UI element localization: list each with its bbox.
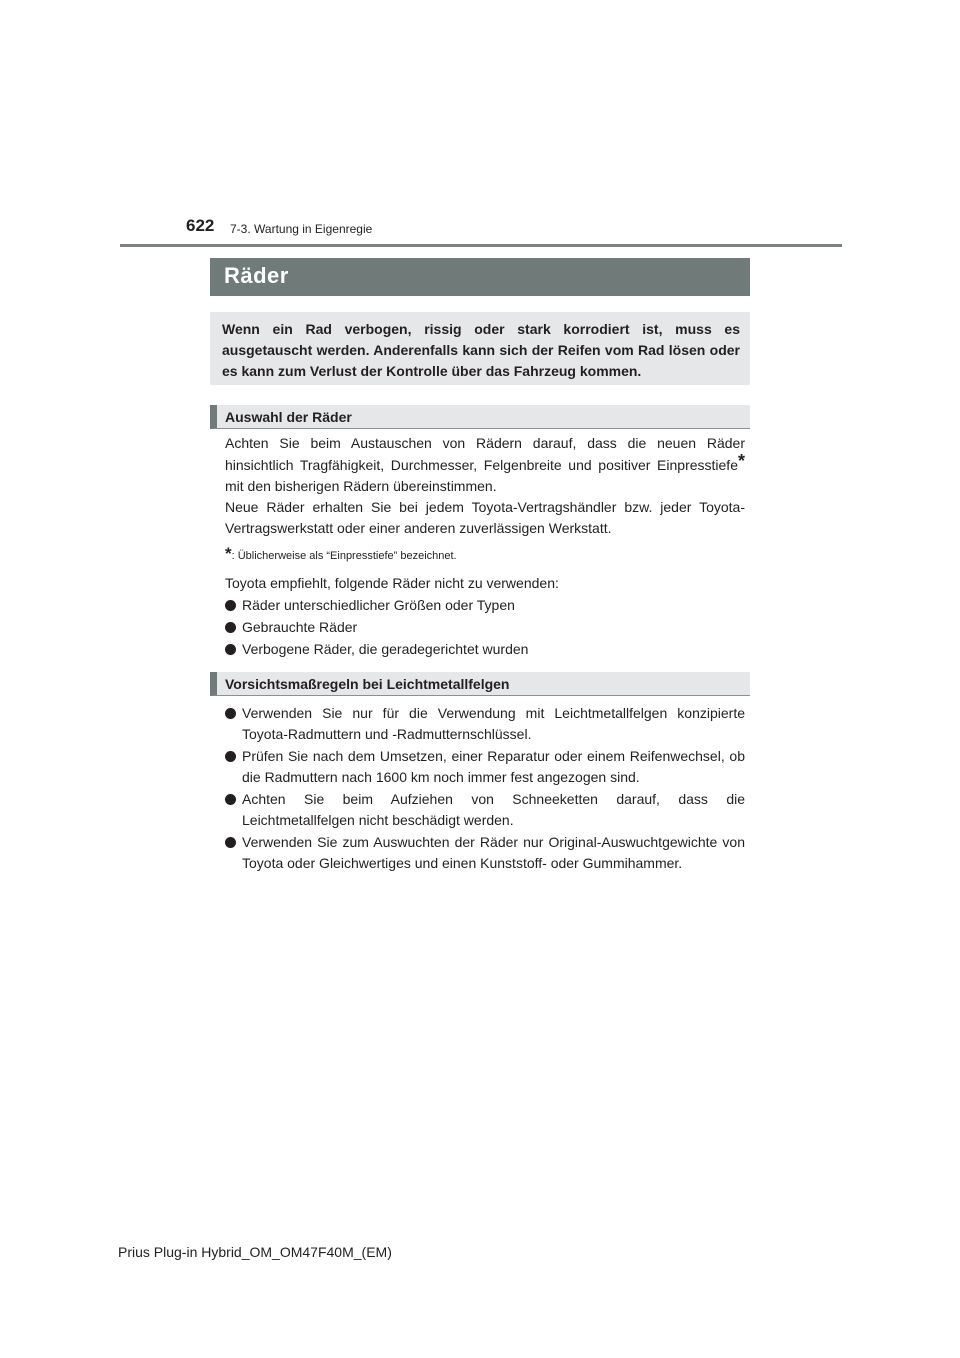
list-item xyxy=(225,746,745,788)
list-item-text: Gebrauchte Räder xyxy=(242,619,358,635)
footnote xyxy=(225,543,745,567)
list-item xyxy=(225,595,745,616)
list-item-text: Räder unterschiedlicher Größen oder Typen xyxy=(242,597,515,613)
bullet-icon xyxy=(225,622,236,633)
bullet-icon xyxy=(225,644,236,655)
bullet-icon xyxy=(225,751,236,762)
page-number: 622 xyxy=(186,216,215,235)
footer-document-id: Prius Plug-in Hybrid_OM_OM47F40M_(EM) xyxy=(118,1244,392,1260)
alloy-bullet-list xyxy=(225,703,745,874)
paragraph-text: Achten Sie beim Austauschen von Rädern darauf, dass die neuen Räder hinsichtlich Tragfähigkeit, Durchmesser, Felgenbreite und positiver Einpresstiefe xyxy=(225,435,745,473)
footnote-marker: * xyxy=(225,544,232,563)
bullet-icon xyxy=(225,708,236,719)
list-item-text: Verbogene Räder, die geradegerichtet wurden xyxy=(242,641,529,657)
wheel-selection-paragraph xyxy=(225,433,745,497)
list-item-text: Prüfen Sie nach dem Umsetzen, einer Reparatur oder einem Reifenwechsel, ob die Radmuttern nach 1600 km noch immer fest angezogen sind. xyxy=(242,748,745,785)
recommendation-text: Toyota empfiehlt, folgende Räder nicht zu verwenden: xyxy=(225,575,559,591)
paragraph-text: mit den bisherigen Rädern übereinstimmen. xyxy=(225,478,497,494)
bullet-icon xyxy=(225,837,236,848)
dealer-paragraph: Neue Räder erhalten Sie bei jedem Toyota-Vertragshändler bzw. jeder Toyota-Vertragswerkstatt oder einer anderen zuverlässigen Werkstatt. xyxy=(225,499,745,536)
header-divider xyxy=(120,244,842,247)
list-item xyxy=(225,789,745,831)
section-heading-alloy-precautions: Vorsichtsmaßregeln bei Leichtmetallfelgen xyxy=(210,672,750,696)
section-wheel-selection-body xyxy=(225,433,745,660)
footnote-text: : Üblicherweise als “Einpresstiefe” bezeichnet. xyxy=(231,550,457,562)
breadcrumb: 7-3. Wartung in Eigenregie xyxy=(230,222,373,236)
footnote-marker: * xyxy=(737,451,745,471)
list-item xyxy=(225,639,745,660)
list-item xyxy=(225,832,745,874)
list-item-text: Verwenden Sie nur für die Verwendung mit Leichtmetallfelgen konzipierte Toyota-Radmuttern und -Radmutternschlüssel. xyxy=(242,705,745,742)
list-item-text: Achten Sie beim Aufziehen von Schneeketten darauf, dass die Leichtmetallfelgen nicht beschädigt werden. xyxy=(242,791,745,828)
section-alloy-precautions-body xyxy=(225,702,745,874)
list-item xyxy=(225,617,745,638)
wheel-bullet-list xyxy=(225,595,745,660)
section-heading-wheel-selection: Auswahl der Räder xyxy=(210,405,750,429)
bullet-icon xyxy=(225,794,236,805)
intro-box: Wenn ein Rad verbogen, rissig oder stark korrodiert ist, muss es ausgetauscht werden. Anderenfalls kann sich der Reifen vom Rad lösen oder es kann zum Verlust der Kontrolle über das Fahrzeug kommen. xyxy=(210,312,750,385)
list-item xyxy=(225,703,745,745)
page-title: Räder xyxy=(210,258,750,296)
list-item-text: Verwenden Sie zum Auswuchten der Räder nur Original-Auswuchtgewichte von Toyota oder Gleichwertiges und einen Kunststoff- oder Gummihammer. xyxy=(242,834,745,871)
bullet-icon xyxy=(225,600,236,611)
